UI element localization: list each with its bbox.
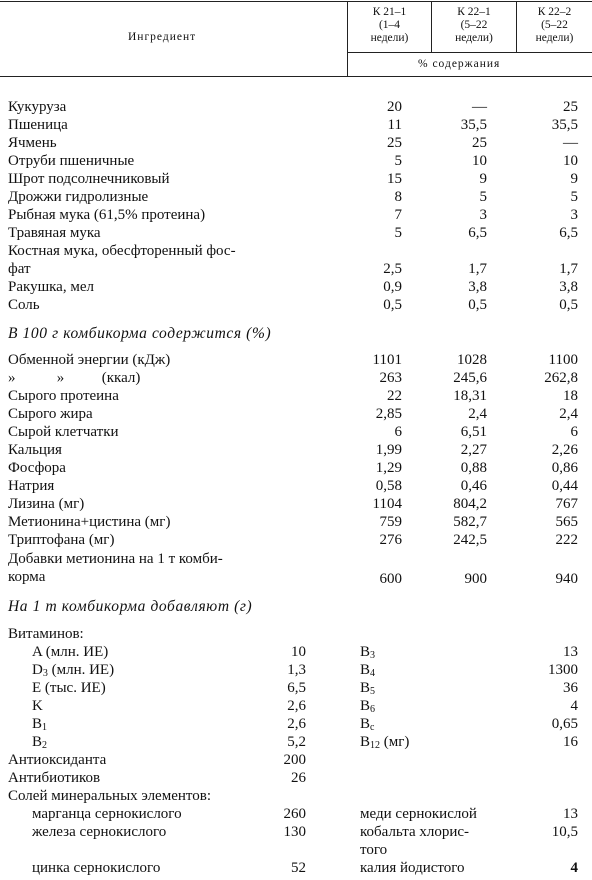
value-k22-2: 10 — [563, 153, 578, 169]
value-k22-2: 6 — [570, 424, 578, 440]
mineral-value: 52 — [291, 860, 306, 876]
value-k22-1: 3,8 — [468, 279, 487, 295]
column-header-k21-1: К 21–1 (1–4 недели) — [370, 6, 409, 44]
nutrient-name: Сырого протеина — [8, 388, 119, 404]
value-k22-1: — — [472, 99, 487, 115]
ingredient-name: Рыбная мука (61,5% протеина) — [8, 207, 206, 223]
value-k22-1: 6,51 — [460, 424, 487, 440]
mineral-value: 130 — [283, 824, 306, 840]
vitamin-d3: $D_3$ (млн. ИЕ) — [32, 662, 115, 679]
value-k21-1: 1104 — [372, 496, 402, 512]
mineral-value: 260 — [283, 806, 306, 822]
value-k21-1: 1,29 — [375, 460, 402, 476]
value-k21-1: 0,58 — [375, 478, 402, 494]
vitamin-value: 2,6 — [287, 698, 306, 714]
ingredient-column-header: Ингредиент — [128, 31, 197, 43]
value-k22-1: 25 — [472, 135, 487, 151]
value-k22-2: 0,44 — [551, 478, 578, 494]
value-k21-1: 759 — [379, 514, 402, 530]
nutrient-name: Обменной энергии (кДж) — [8, 352, 171, 368]
value-k22-2: 18 — [563, 388, 578, 404]
nutrient-name: » » (ккал) — [8, 370, 141, 386]
vitamin-a: A (млн. ИЕ) — [32, 644, 109, 660]
value-k22-1: 0,88 — [460, 460, 487, 476]
mineral-name: железа сернокислого — [32, 824, 167, 840]
value-k22-2: 5 — [570, 189, 578, 205]
vitamin-value: 10 — [291, 644, 306, 660]
header-mid-rule — [347, 52, 592, 53]
nutrient-name: Кальция — [8, 442, 62, 458]
vitamin-value: 0,65 — [551, 716, 578, 732]
value-k21-1: 20 — [387, 99, 402, 115]
value-k22-2: 3 — [570, 207, 578, 223]
value-k22-2: — — [563, 135, 578, 151]
vitamin-b1: $B_1$ — [32, 716, 48, 733]
nutrient-name: Триптофана (мг) — [8, 532, 115, 548]
value-k21-1: 2,5 — [383, 261, 402, 277]
vitamin-e: E (тыс. ИЕ) — [32, 680, 106, 696]
value-k21-1: 1101 — [372, 352, 402, 368]
vitamin-b12: $B_{12}$ (мг) — [360, 734, 410, 751]
vitamin-b2: $B_2$ — [32, 734, 48, 751]
nutrient-name: Сырой клетчатки — [8, 424, 119, 440]
nutrient-name: Натрия — [8, 478, 55, 494]
vitamin-b4: $B_4$ — [360, 662, 376, 679]
value-k21-1: 2,85 — [375, 406, 402, 422]
header-top-rule — [0, 1, 592, 2]
vitamin-b6: $B_6$ — [360, 698, 376, 715]
mineral-value: 4 — [570, 860, 578, 876]
header-bottom-rule — [0, 76, 592, 77]
value-k22-2: 6,5 — [559, 225, 578, 241]
value-k21-1: 1,99 — [375, 442, 402, 458]
value-k22-1: 2,4 — [468, 406, 487, 422]
minerals-label: Солей минеральных элементов: — [8, 788, 211, 804]
ingredient-name: Соль — [8, 297, 40, 313]
value-k22-1: 35,5 — [460, 117, 487, 133]
value-k22-1: 9 — [479, 171, 487, 187]
vitamin-k: K — [32, 698, 43, 714]
value-k22-1: 18,31 — [453, 388, 487, 404]
nutrient-name: Метионина+цистина (мг) — [8, 514, 171, 530]
value-k21-1: 8 — [394, 189, 402, 205]
value-k21-1: 0,9 — [383, 279, 402, 295]
value-k22-2: 0,5 — [559, 297, 578, 313]
section-additives-title: На 1 т комбикорма добавляют (г) — [8, 598, 253, 615]
ingredient-name: Травяная мука — [8, 225, 101, 241]
value-k21-1: 600 — [379, 571, 402, 587]
vitamins-label: Витаминов: — [8, 626, 84, 642]
column-header-k22-1: К 22–1 (5–22 недели) — [455, 6, 493, 44]
value-k22-1: 0,5 — [468, 297, 487, 313]
value-k22-1: 582,7 — [453, 514, 487, 530]
value-k22-1: 245,6 — [453, 370, 487, 386]
value-k22-1: 242,5 — [453, 532, 487, 548]
nutrient-name: Сырого жира — [8, 406, 93, 422]
vitamin-value: 13 — [563, 644, 578, 660]
nutrient-name: Фосфора — [8, 460, 66, 476]
value-k22-2: 3,8 — [559, 279, 578, 295]
mineral-name: калия йодистого — [360, 860, 465, 876]
value-k22-2: 9 — [570, 171, 578, 187]
vitamin-value: 2,6 — [287, 716, 306, 732]
mineral-name: цинка сернокислого — [32, 860, 161, 876]
nutrient-name: Добавки метионина на 1 т комби- — [8, 551, 223, 567]
value-k22-1: 6,5 — [468, 225, 487, 241]
ingredient-name: фат — [8, 261, 31, 277]
vitamin-b3: $B_3$ — [360, 644, 376, 661]
ingredient-name: Шрот подсолнечниковый — [8, 171, 170, 187]
vitamin-value: 5,2 — [287, 734, 306, 750]
value-k21-1: 276 — [379, 532, 402, 548]
ingredient-name: Ракушка, мел — [8, 279, 94, 295]
ingredient-name: Ячмень — [8, 135, 57, 151]
vitamin-value: 36 — [563, 680, 578, 696]
vitamin-value: 1,3 — [287, 662, 306, 678]
value-k22-2: 222 — [555, 532, 578, 548]
value-k21-1: 5 — [394, 225, 402, 241]
value-k21-1: 11 — [387, 117, 402, 133]
vitamin-value: 6,5 — [287, 680, 306, 696]
value-k21-1: 6 — [394, 424, 402, 440]
mineral-name: марганца сернокислого — [32, 806, 182, 822]
antioxidant-label: Антиоксиданта — [8, 752, 107, 768]
mineral-value: 13 — [563, 806, 578, 822]
ingredient-name: Пшеница — [8, 117, 68, 133]
value-k22-1: 10 — [472, 153, 487, 169]
value-k22-2: 2,26 — [551, 442, 578, 458]
value-k22-1: 1,7 — [468, 261, 487, 277]
vitamin-value: 1300 — [548, 662, 578, 678]
value-k22-2: 1100 — [548, 352, 578, 368]
vitamin-value: 4 — [570, 698, 578, 714]
column-header-k22-2: К 22–2 (5–22 недели) — [535, 6, 574, 44]
value-k22-1: 3 — [479, 207, 487, 223]
ingredient-name: Костная мука, обесфторенный фос- — [8, 243, 236, 259]
antibiotics-label: Антибиотиков — [8, 770, 101, 786]
value-k22-2: 940 — [555, 571, 578, 587]
mineral-name: кобальта хлорис- — [360, 824, 470, 840]
value-k22-1: 1028 — [457, 352, 487, 368]
value-k22-1: 900 — [464, 571, 487, 587]
value-k22-1: 5 — [479, 189, 487, 205]
value-k21-1: 7 — [394, 207, 402, 223]
value-k22-1: 804,2 — [453, 496, 487, 512]
value-k22-2: 25 — [563, 99, 578, 115]
value-k22-2: 1,7 — [559, 261, 578, 277]
nutrient-name: корма — [8, 569, 46, 585]
antioxidant-value: 200 — [283, 752, 306, 768]
value-k22-2: 262,8 — [544, 370, 578, 386]
vitamin-bc: $B_c$ — [360, 716, 375, 733]
value-k22-1: 0,46 — [460, 478, 487, 494]
ingredient-name: Дрожжи гидролизные — [8, 189, 149, 205]
value-k21-1: 0,5 — [383, 297, 402, 313]
section-nutrients-title: В 100 г комбикорма содержится (%) — [8, 325, 272, 342]
value-k22-2: 2,4 — [559, 406, 578, 422]
value-k21-1: 5 — [394, 153, 402, 169]
vitamin-value: 16 — [563, 734, 578, 750]
nutrient-name: Лизина (мг) — [8, 496, 85, 512]
ingredient-name: Отруби пшеничные — [8, 153, 135, 169]
value-k22-2: 767 — [555, 496, 578, 512]
value-k21-1: 22 — [387, 388, 402, 404]
mineral-name: меди сернокислой — [360, 806, 477, 822]
value-k21-1: 25 — [387, 135, 402, 151]
value-k22-2: 35,5 — [551, 117, 578, 133]
value-k21-1: 15 — [387, 171, 402, 187]
value-k22-2: 565 — [555, 514, 578, 530]
value-k22-1: 2,27 — [460, 442, 487, 458]
value-k21-1: 263 — [379, 370, 402, 386]
mineral-value: 10,5 — [551, 824, 578, 840]
antibiotics-value: 26 — [291, 770, 306, 786]
mineral-name-continued: того — [360, 842, 388, 858]
ingredient-name: Кукуруза — [8, 99, 67, 115]
vitamin-b5: $B_5$ — [360, 680, 376, 697]
value-k22-2: 0,86 — [551, 460, 578, 476]
percent-content-label: % содержания — [418, 58, 501, 70]
